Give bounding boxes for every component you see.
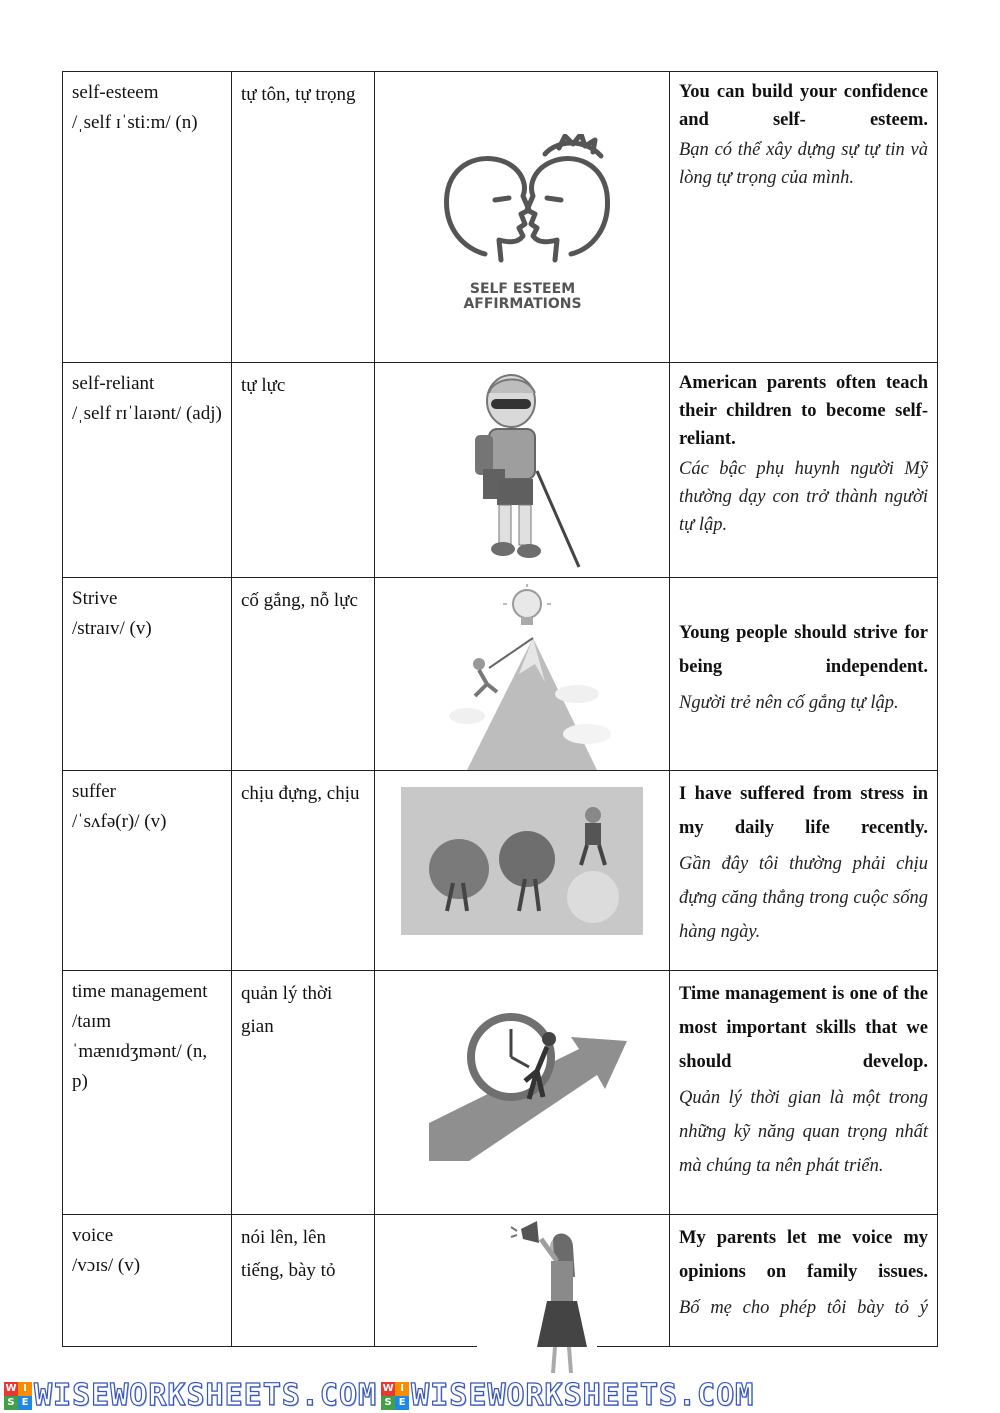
example-cell (670, 971, 938, 1215)
table-row (63, 363, 938, 578)
table-row (63, 72, 938, 363)
word-cell (63, 363, 232, 578)
example-english: You can build your confidence and self- esteem. (679, 82, 928, 130)
vocab-meaning: tự lực (241, 375, 286, 396)
picture-cell (375, 1215, 670, 1347)
example-cell (670, 771, 938, 971)
vocab-ipa: /vɔɪs/ (v) (72, 1255, 141, 1276)
example-vietnamese: Gần đây tôi thường phải chịu đựng căng thẳng trong cuộc sống hàng ngày. (679, 854, 928, 942)
vocab-ipa: /taɪm ˈmænɪdʒmənt/ (n, p) (72, 1011, 208, 1092)
meaning-cell (232, 578, 375, 771)
example-english: My parents let me voice my opinions on family issues. (679, 1228, 928, 1282)
vocabulary-table (62, 71, 938, 1347)
vocab-word: voice (72, 1225, 114, 1246)
vocab-word: time management (72, 981, 208, 1002)
table-row (63, 771, 938, 971)
brand-logo (0, 1378, 377, 1413)
example-cell (670, 72, 938, 363)
meaning-cell (232, 971, 375, 1215)
word-cell (63, 578, 232, 771)
example-english: Young people should strive for being independent. (679, 623, 928, 677)
logo-icon: W I S E (381, 1382, 409, 1410)
example-vietnamese: Các bậc phụ huynh người Mỹ thường dạy con trở thành người tự lập. (679, 459, 928, 535)
vocab-word: Strive (72, 588, 118, 609)
vocab-word: self-reliant (72, 373, 155, 394)
word-cell (63, 72, 232, 363)
picture-cell (375, 771, 670, 971)
vocab-meaning: chịu đựng, chịu (241, 783, 360, 804)
climber-mountain-lightbulb-icon (427, 584, 627, 770)
vocab-meaning: quản lý thời gian (241, 983, 333, 1037)
picture-cell (375, 578, 670, 771)
footer-watermark (0, 1378, 1000, 1413)
brand-logo (377, 1378, 754, 1413)
example-vietnamese: Bạn có thể xây dựng sự tự tin và lòng tự trọng của mình. (679, 140, 928, 188)
vocab-ipa: /straɪv/ (v) (72, 618, 152, 639)
example-cell (670, 363, 938, 578)
meaning-cell (232, 363, 375, 578)
vocab-word: self-esteem (72, 82, 159, 103)
man-pushing-clock-arrow-icon (429, 1001, 629, 1161)
table-row (63, 578, 938, 771)
brand-text: WISEWORKSHEETS.COM (34, 1378, 378, 1413)
example-english: Time management is one of the most important skills that we should develop. (679, 984, 928, 1072)
picture-cell (375, 363, 670, 578)
vocab-ipa: /ˌself rɪˈlaɪənt/ (adj) (72, 403, 222, 424)
example-english: I have suffered from stress in my daily life recently. (679, 784, 928, 838)
table-row (63, 971, 938, 1215)
example-cell (670, 578, 938, 771)
word-cell (63, 971, 232, 1215)
word-cell (63, 771, 232, 971)
blind-boy-with-cane-icon (453, 371, 593, 571)
vocab-word: suffer (72, 781, 116, 802)
example-cell (670, 1215, 938, 1347)
meaning-cell (232, 72, 375, 363)
example-english: American parents often teach their children to become self- reliant. (679, 373, 928, 449)
picture-caption: SELF ESTEEM AFFIRMATIONS (463, 281, 582, 312)
example-vietnamese: Quản lý thời gian là một trong những kỹ năng quan trọng nhất mà chúng ta nên phát triển. (679, 1088, 928, 1176)
table-row (63, 1215, 938, 1347)
picture-cell (375, 72, 670, 363)
logo-icon: W I S E (4, 1382, 32, 1410)
meaning-cell (232, 771, 375, 971)
brand-text: WISEWORKSHEETS.COM (411, 1378, 755, 1413)
people-carrying-boulders-icon (401, 787, 643, 935)
meaning-cell (232, 1215, 375, 1347)
vocab-ipa: /ˈsʌfə(r)/ (v) (72, 811, 167, 832)
vocab-meaning: nói lên, lên tiếng, bày tỏ (241, 1227, 336, 1281)
word-cell (63, 1215, 232, 1347)
vocab-meaning: tự tôn, tự trọng (241, 84, 356, 105)
example-vietnamese: Bố mẹ cho phép tôi bày tỏ ý (679, 1298, 928, 1318)
woman-with-megaphone-icon (477, 1217, 597, 1377)
vocab-meaning: cố gắng, nỗ lực (241, 590, 358, 611)
example-vietnamese: Người trẻ nên cố gắng tự lập. (679, 693, 899, 713)
picture-cell (375, 971, 670, 1215)
vocab-ipa: /ˌself ɪˈstiːm/ (n) (72, 112, 198, 133)
